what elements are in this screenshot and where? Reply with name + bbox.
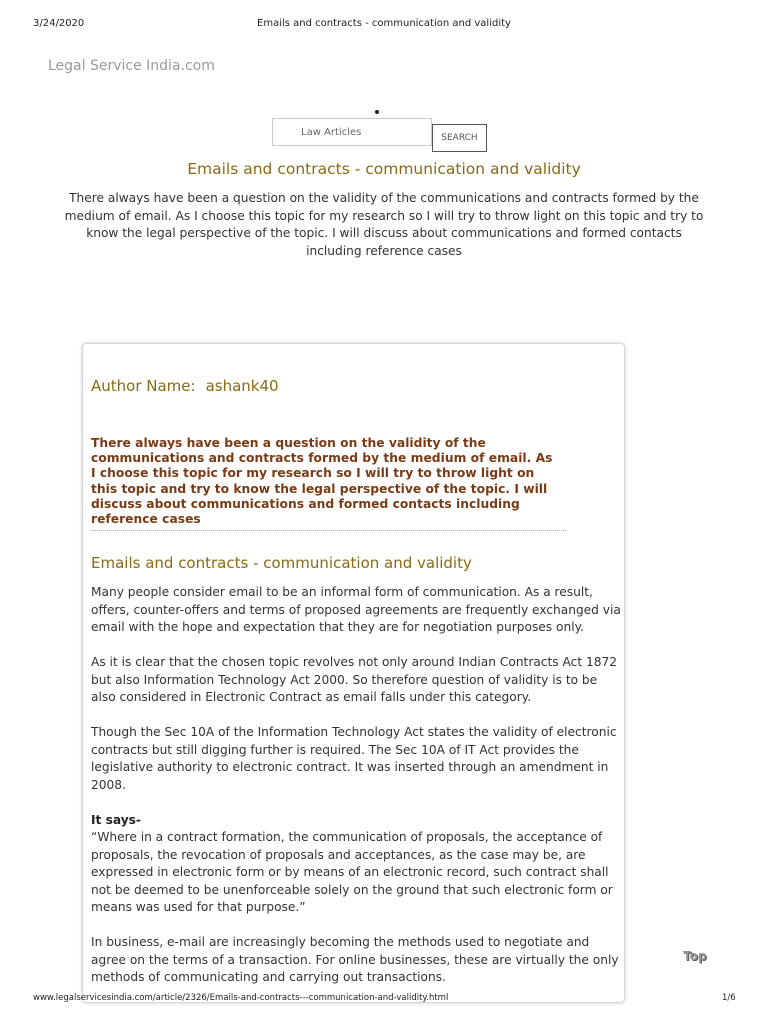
body-paragraph: Though the Sec 10A of the Information Technology Act states the validity of electronic contracts but still digging further is required. The Sec 10A of IT Act provides the legislative authority to electronic contract. It was inserted through an amendment in 2008.	[91, 725, 617, 792]
back-to-top-link[interactable]: Top	[683, 949, 707, 963]
body-paragraph: Many people consider email to be an informal form of communication. As a result, offers, counter-offers and terms of proposed agreements are frequently exchanged via email with the hope and expectation that they are for negotiation purposes only.	[91, 585, 621, 634]
article-intro: There always have been a question on the validity of the communications and contracts formed by the medium of email. As I choose this topic for my research so I will try to throw light on this topic and try to know the legal perspective of the topic. I will discuss about communications and formed contacts including reference cases	[64, 191, 704, 258]
menu-dot-icon	[375, 110, 379, 114]
article-summary: There always have been a question on the validity of the communications and contracts formed by the medium of email. As I choose this topic for my research so I will try to throw light on this topic and try to know the legal perspective of the topic. I will discuss about communications and formed contacts including reference cases	[91, 436, 553, 527]
article-body	[91, 584, 621, 1004]
divider	[91, 530, 566, 531]
it-says-label: It says-	[91, 812, 141, 827]
print-footer-url: www.legalservicesindia.com/article/2326/Emails-and-contracts---communication-and-validity.html	[33, 993, 449, 1003]
body-paragraph: As it is clear that the chosen topic revolves not only around Indian Contracts Act 1872 but also Information Technology Act 2000. So therefore question of validity is to be also considered in Electronic Contract as email falls under this category.	[91, 655, 618, 704]
author-label: Author Name:	[91, 377, 196, 395]
quote-paragraph: “Where in a contract formation, the communication of proposals, the acceptance of proposals, the revocation of proposals and acceptances, as the case may be, are expressed in electronic form or by means of an electronic record, such contract shall not be deemed to be unenforceable solely on the ground that such electronic form or means was used for that purpose.”	[91, 830, 613, 914]
author-name[interactable]: ashank40	[205, 377, 279, 395]
page-title: Emails and contracts - communication and validity	[187, 160, 581, 178]
search-category-field[interactable]: Law Articles	[272, 118, 432, 146]
site-logo-text[interactable]: Legal Service India.com	[48, 58, 215, 74]
section-title: Emails and contracts - communication and validity	[91, 554, 472, 572]
search-button[interactable]: SEARCH	[432, 124, 487, 152]
print-date: 3/24/2020	[33, 18, 85, 29]
body-paragraph: In business, e-mail are increasingly becoming the methods used to negotiate and agree on the terms of a transaction. For online businesses, these are virtually the only methods of communicating and carrying out transactions.	[91, 935, 619, 984]
print-header-title: Emails and contracts - communication and validity	[257, 18, 511, 29]
author-line	[91, 377, 279, 395]
print-page-number: 1/6	[722, 993, 736, 1003]
